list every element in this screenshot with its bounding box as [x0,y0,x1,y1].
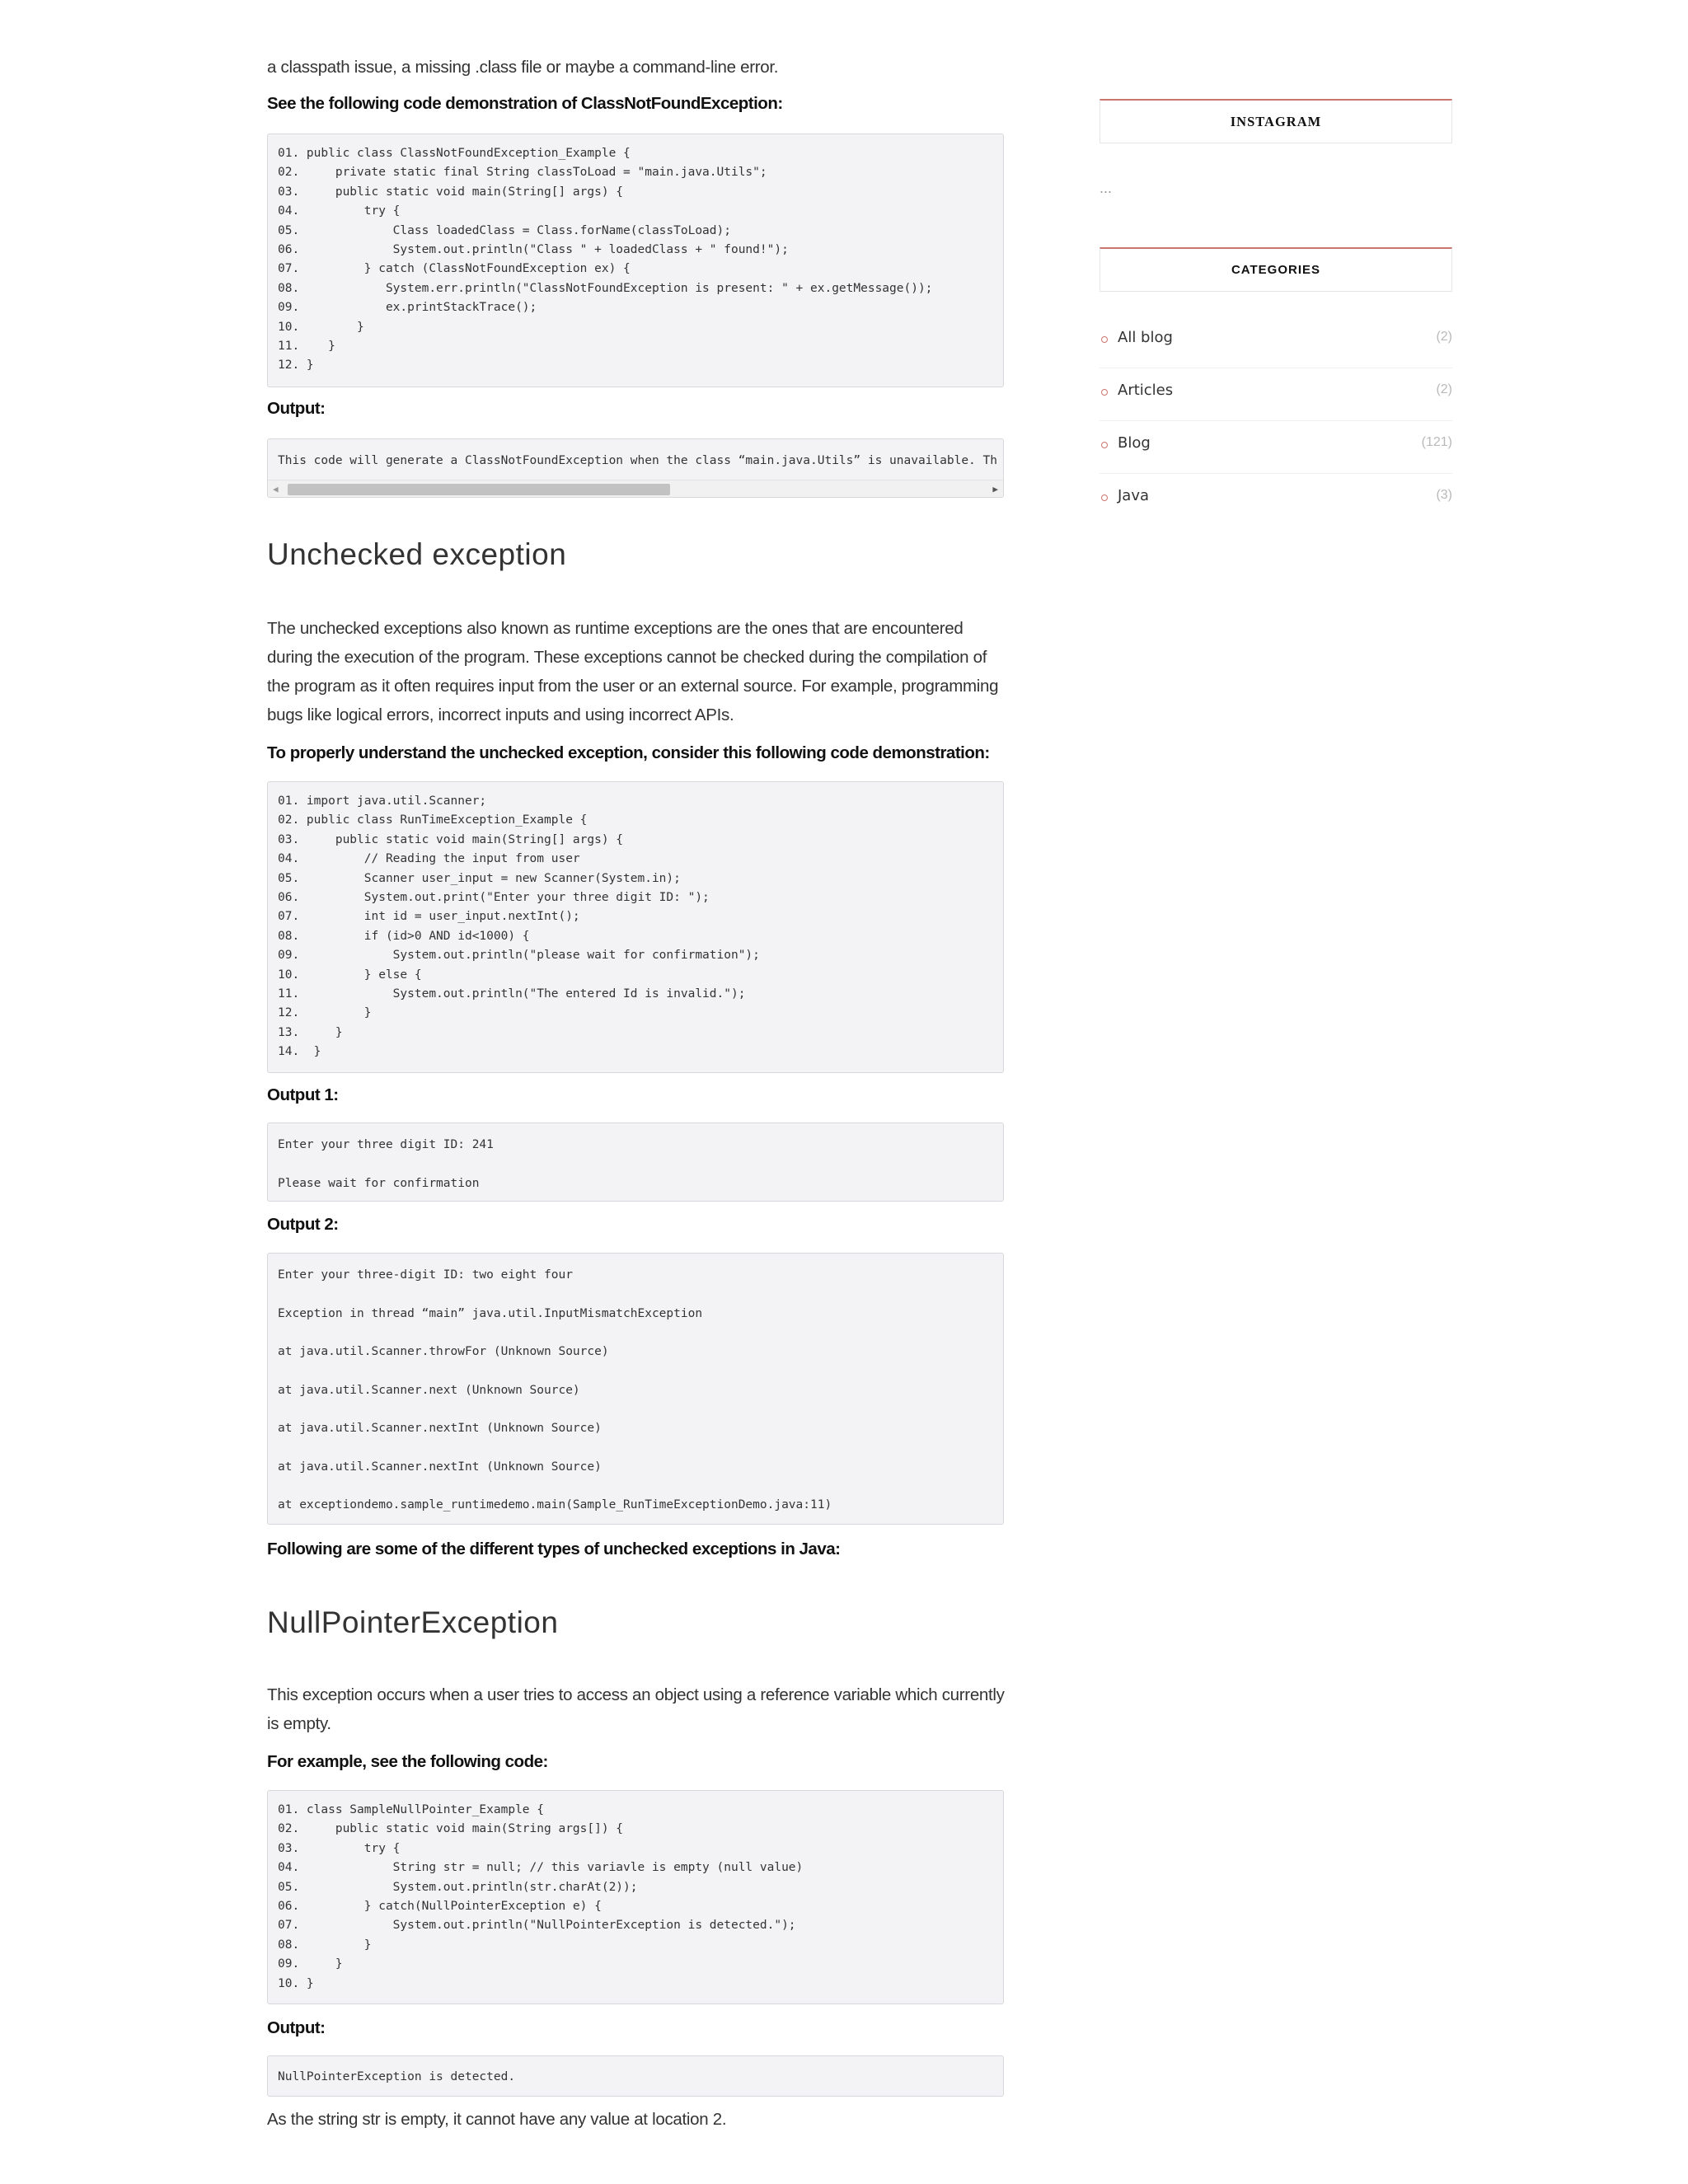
intro-text: a classpath issue, a missing .class file or maybe a command-line error. [267,58,779,77]
code-line: 09. System.out.println("please wait for confirmation"); [278,949,760,963]
example-label: For example, see the following code: [267,1752,548,1771]
output-line: at java.util.Scanner.nextInt (Unknown Source) [278,1460,602,1474]
output-text: This code will generate a ClassNotFoundException when the class “main.java.Utils” is unavailable. Th [278,454,997,467]
bullet-icon [1101,389,1108,396]
bullet-icon [1101,336,1108,343]
code-line: 11. System.out.println("The entered Id is invalid."); [278,987,746,1001]
horizontal-scrollbar[interactable] [268,480,1003,497]
code-line: 05. System.out.println(str.charAt(2)); [278,1880,638,1894]
code-line: 05. Scanner user_input = new Scanner(System.in); [278,871,681,885]
code-demo-label: See the following code demonstration of ClassNotFoundException: [267,94,783,113]
code-line: 12. } [278,359,314,373]
code-line: 08. if (id>0 AND id<1000) { [278,929,530,943]
code-line: 02. private static final String classToLoad = "main.java.Utils"; [278,166,767,180]
categories-widget-title: CATEGORIES [1100,247,1452,292]
output-line: Enter your three-digit ID: two eight four [278,1268,573,1282]
code-line: 04. String str = null; // this variavle is empty (null value) [278,1861,804,1875]
output-line: Exception in thread “main” java.util.InputMismatchException [278,1306,703,1320]
code-line: 12. } [278,1006,372,1020]
understand-label: To properly understand the unchecked exception, consider this following code demonstration: [267,743,990,762]
code-line: 10. } else { [278,968,422,982]
output-block-3 [267,1253,1004,1525]
output-line: at java.util.Scanner.next (Unknown Source) [278,1383,580,1397]
code-line: 10. } [278,1976,314,1990]
code-block-classnotfound [267,134,1004,387]
instagram-widget-title: INSTAGRAM [1100,99,1452,143]
output-3-label: Output: [267,2018,326,2037]
code-line: 06. System.out.println("Class " + loadedClass + " found!"); [278,242,789,256]
category-name[interactable]: All blog [1118,329,1173,346]
unchecked-paragraph: The unchecked exceptions also known as runtime exceptions are the ones that are encountered during the execution of the program. These exceptions cannot be checked during the compilation of the program as it often requires input from the user or an external source. For example, programming bugs like logical errors, incorrect inputs and using incorrect APIs. [267,619,999,724]
output-line: Please wait for confirmation [278,1176,480,1190]
output-line: at java.util.Scanner.nextInt (Unknown Source) [278,1422,602,1435]
code-line: 01. public class ClassNotFoundException_Example { [278,147,631,160]
output-lines [278,1126,993,1202]
code-line: 06. } catch(NullPointerException e) { [278,1899,602,1913]
code-line: 06. System.out.print("Enter your three digit ID: "); [278,890,710,904]
code-block-runtime [267,781,1004,1073]
bullet-icon [1101,442,1108,448]
bullet-icon [1101,494,1108,501]
category-name[interactable]: Articles [1118,382,1174,399]
output-line: at exceptiondemo.sample_runtimedemo.main(Sample_RunTimeExceptionDemo.java:11) [278,1498,832,1511]
code-line: 02. public static void main(String args[]) { [278,1822,624,1836]
heading-nullpointerexception: NullPointerException [267,1605,559,1639]
closing-text: As the string str is empty, it cannot have any value at location 2. [267,2110,727,2129]
code-line: 02. public class RunTimeException_Example { [278,813,588,827]
output-lines [278,1256,993,1525]
code-line: 03. public static void main(String[] args) { [278,185,624,199]
code-line: 13. } [278,1025,343,1039]
code-block-nullpointer [267,1790,1004,2004]
category-item-blog[interactable] [1100,420,1452,474]
output-1-label: Output 1: [267,1085,339,1104]
output-block-2 [267,1122,1004,1202]
output-block-1 [267,438,1004,498]
output-line: at java.util.Scanner.throwFor (Unknown Source) [278,1345,609,1358]
code-line: 09. } [278,1957,343,1971]
code-lines [278,1801,993,1994]
output-label: Output: [267,399,326,418]
output-2-label: Output 2: [267,1215,339,1234]
category-item-java[interactable] [1100,473,1452,526]
category-item-articles[interactable] [1100,368,1452,421]
code-line: 08. } [278,1938,372,1952]
code-line: 14. } [278,1045,321,1059]
following-label: Following are some of the different types of unchecked exceptions in Java: [267,1540,841,1558]
code-line: 09. ex.printStackTrace(); [278,301,537,315]
output-line: Enter your three digit ID: 241 [278,1138,494,1151]
category-name[interactable]: Blog [1118,434,1151,452]
npe-paragraph: This exception occurs when a user tries to access an object using a reference variable which currently is empty. [267,1685,1005,1733]
category-count: (3) [1436,488,1452,502]
code-line: 07. } catch (ClassNotFoundException ex) { [278,262,631,276]
code-line: 07. System.out.println("NullPointerException is detected."); [278,1919,796,1933]
code-line: 08. System.err.println("ClassNotFoundException is present: " + ex.getMessage()); [278,281,933,295]
category-name[interactable]: Java [1118,487,1150,504]
instagram-placeholder: ... [1100,180,1113,196]
code-line: 04. // Reading the input from user [278,852,580,866]
code-line: 05. Class loadedClass = Class.forName(classToLoad); [278,223,731,237]
code-line: 01. class SampleNullPointer_Example { [278,1803,545,1816]
code-lines [278,792,993,1062]
heading-unchecked-exception: Unchecked exception [267,537,567,571]
category-item-all-blog[interactable] [1100,315,1452,368]
scroll-right-arrow-icon[interactable]: ▶ [992,484,998,494]
code-line: 03. public static void main(String[] args) { [278,832,624,846]
code-lines [278,144,993,376]
code-line: 11. } [278,339,335,353]
code-line: 01. import java.util.Scanner; [278,794,487,808]
code-line: 10. } [278,320,364,334]
scroll-left-arrow-icon[interactable]: ◀ [273,484,279,494]
category-count: (121) [1421,435,1452,449]
code-line: 03. try { [278,1841,401,1855]
scrollbar-thumb[interactable] [288,484,670,495]
category-count: (2) [1436,330,1452,344]
code-line: 04. try { [278,204,401,218]
output-text: NullPointerException is detected. [278,2070,516,2083]
output-block-4 [267,2055,1004,2097]
category-count: (2) [1436,382,1452,396]
code-line: 07. int id = user_input.nextInt(); [278,910,580,924]
